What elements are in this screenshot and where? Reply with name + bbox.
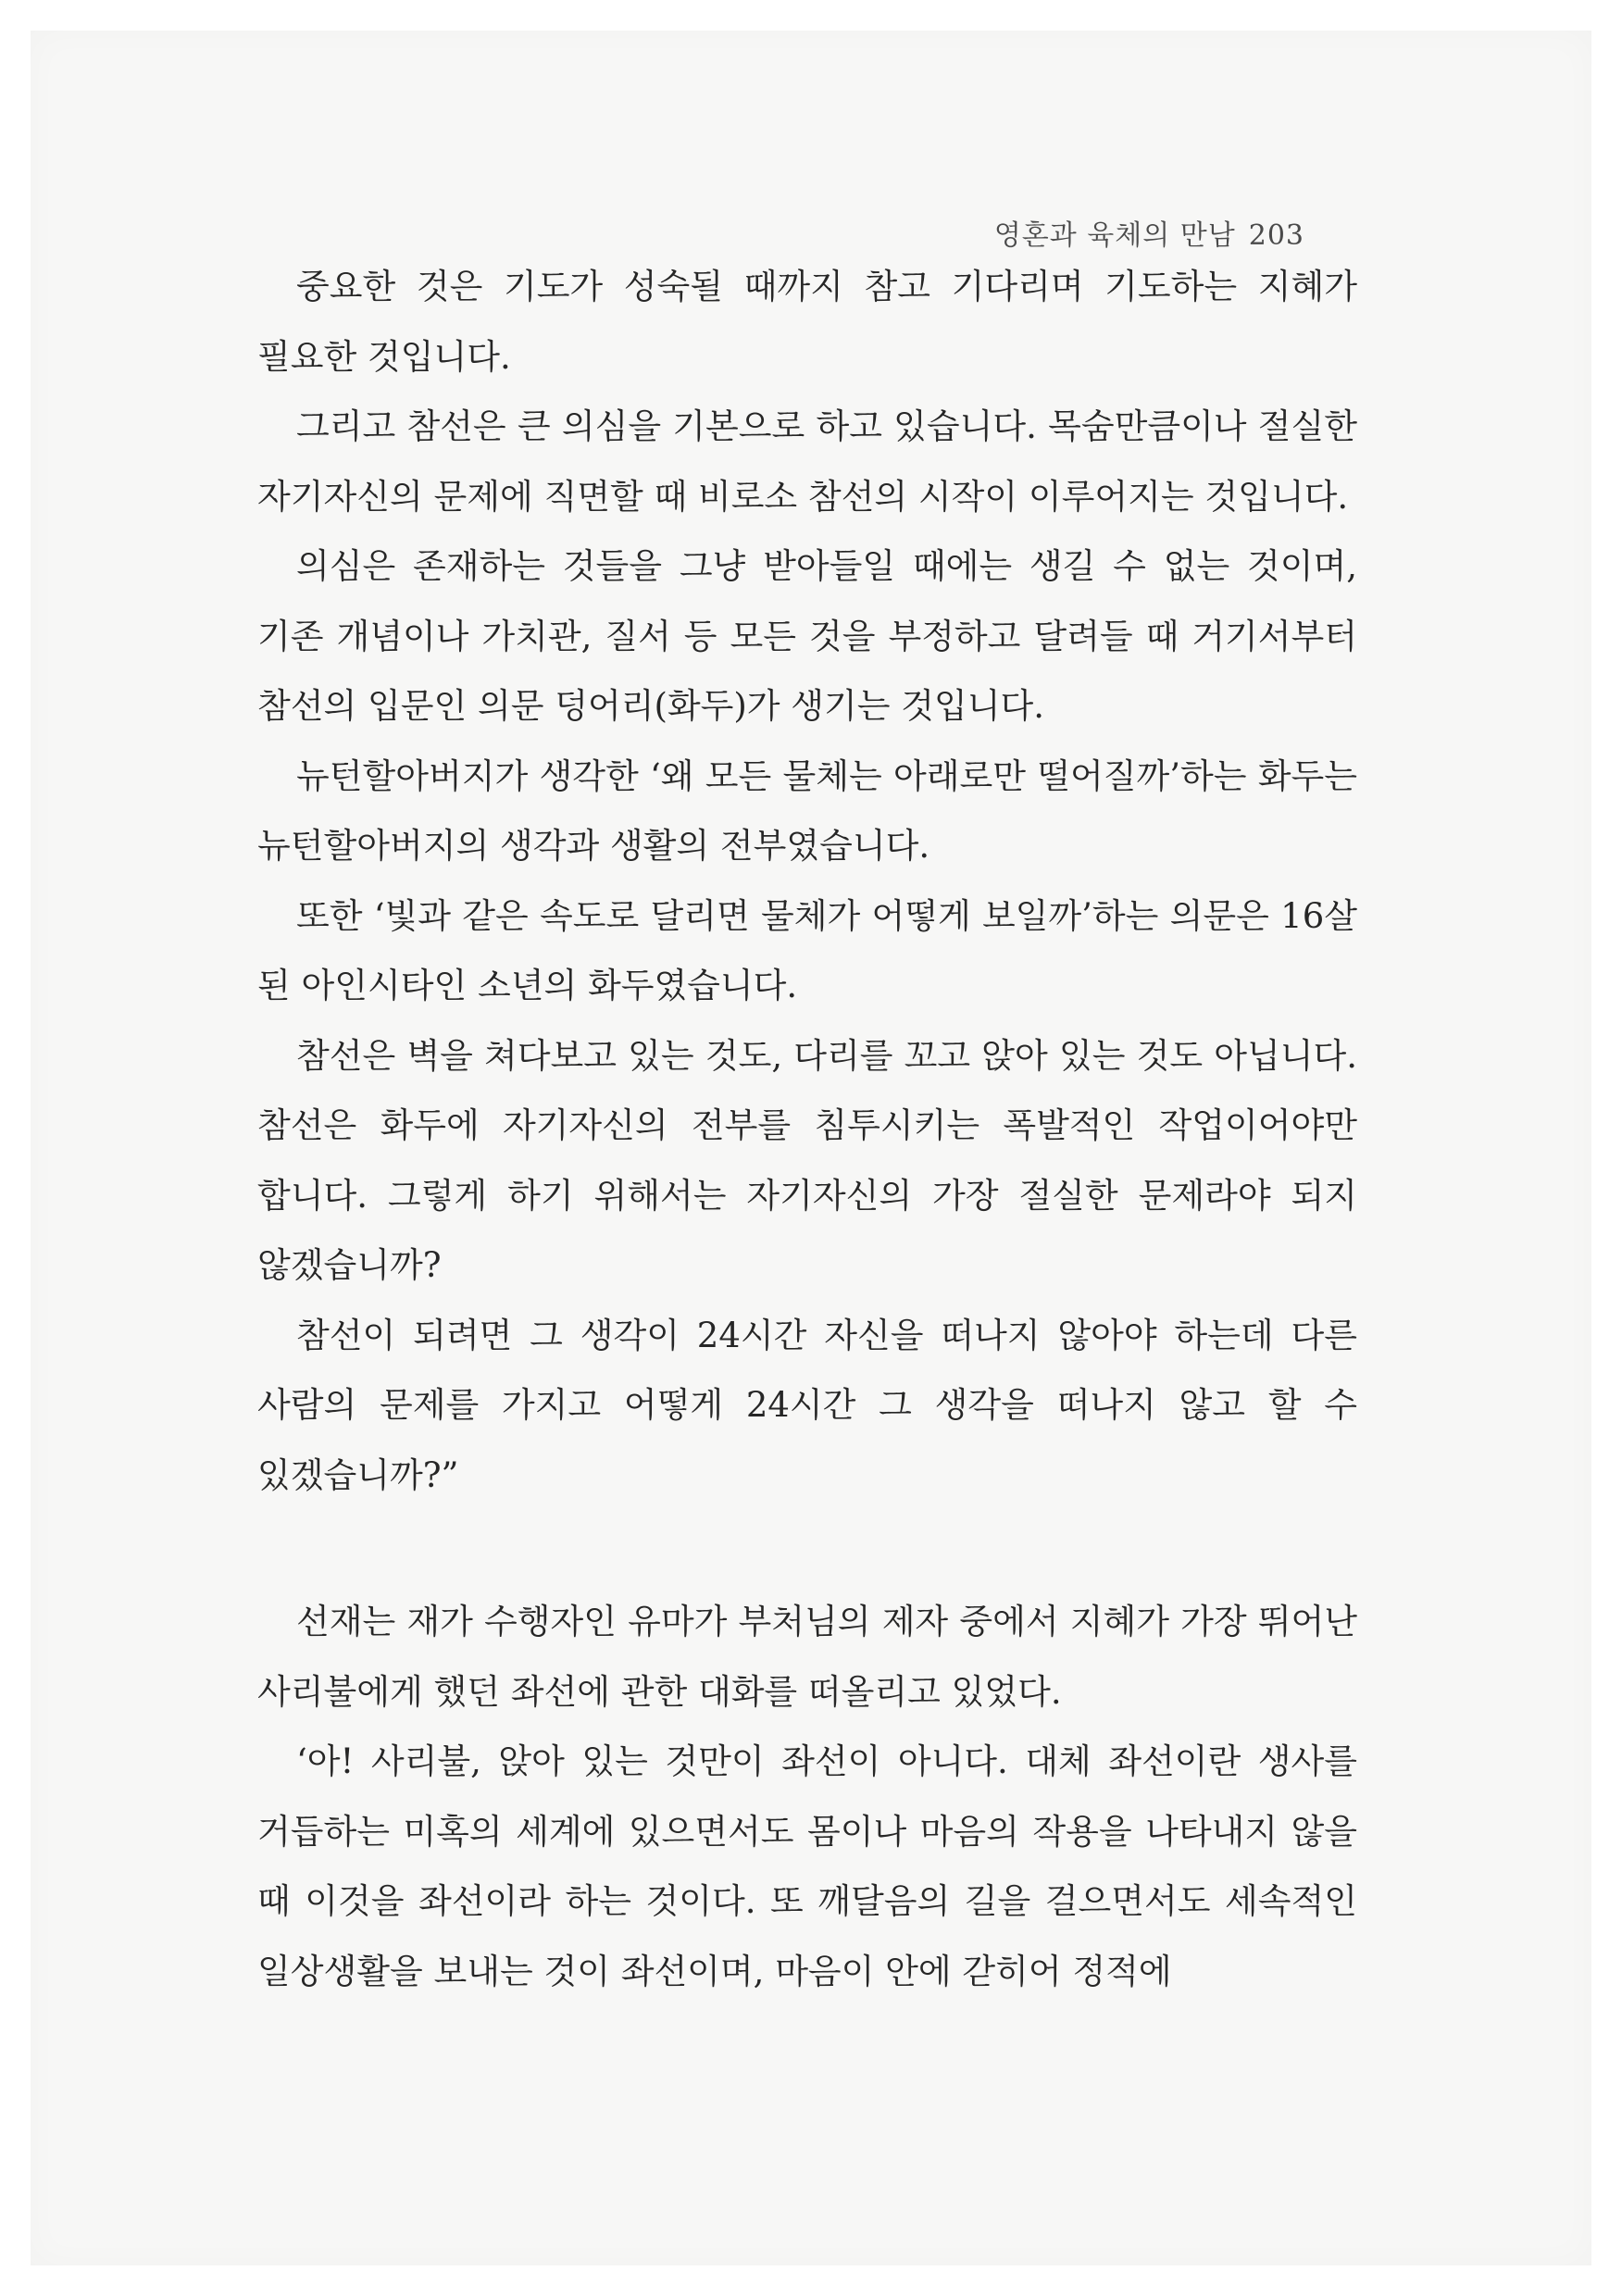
paragraph: 또한 ‘빛과 같은 속도로 달리면 물체가 어떻게 보일까’하는 의문은 16살 된 아인시타인 소년의 화두였습니다. — [257, 895, 1357, 1005]
page-number: 203 — [1248, 219, 1304, 252]
paragraph: 의심은 존재하는 것들을 그냥 받아들일 때에는 생길 수 없는 것이며, 기존 개념이나 가치관, 질서 등 모든 것을 부정하고 달려들 때 거기서부터 참선의 입문인 의문 덩어리(화두)가 생기는 것입니다. — [257, 546, 1357, 726]
paragraph: 선재는 재가 수행자인 유마가 부처님의 제자 중에서 지혜가 가장 뛰어난 사리불에게 했던 좌선에 관한 대화를 떠올리고 있었다. — [257, 1602, 1357, 1712]
running-header — [994, 212, 1304, 253]
paragraph: 참선이 되려면 그 생각이 24시간 자신을 떠나지 않아야 하는데 다른 사람의 문제를 가지고 어떻게 24시간 그 생각을 떠나지 않고 할 수 있겠습니까?” — [257, 1315, 1357, 1495]
paragraph: 그리고 참선은 큰 의심을 기본으로 하고 있습니다. 목숨만큼이나 절실한 자기자신의 문제에 직면할 때 비로소 참선의 시작이 이루어지는 것입니다. — [257, 406, 1357, 517]
paragraph: ‘아! 사리불, 앉아 있는 것만이 좌선이 아니다. 대체 좌선이란 생사를 거듭하는 미혹의 세계에 있으면서도 몸이나 마음의 작용을 나타내지 않을 때 이것을 좌선이라 하는 것이다. 또 깨달음의 길을 걸으면서도 세속적인 일상생활을 보내는 것이 좌선이며, 마음이 안에 갇히어 정적에 — [257, 1741, 1357, 1991]
body-text — [257, 252, 1357, 2006]
paragraph: 뉴턴할아버지가 생각한 ‘왜 모든 물체는 아래로만 떨어질까’하는 화두는 뉴턴할아버지의 생각과 생활의 전부였습니다. — [257, 755, 1357, 866]
section-break — [257, 1510, 1357, 1587]
paragraph: 참선은 벽을 쳐다보고 있는 것도, 다리를 꼬고 앉아 있는 것도 아닙니다. 참선은 화두에 자기자신의 전부를 침투시키는 폭발적인 작업이어야만 합니다. 그렇게 하기 위해서는 자기자신의 가장 절실한 문제라야 되지 않겠습니까? — [257, 1035, 1357, 1285]
running-header-title: 영혼과 육체의 만남 — [993, 219, 1236, 252]
paragraph: 중요한 것은 기도가 성숙될 때까지 참고 기다리며 기도하는 지혜가 필요한 것입니다. — [257, 267, 1357, 377]
